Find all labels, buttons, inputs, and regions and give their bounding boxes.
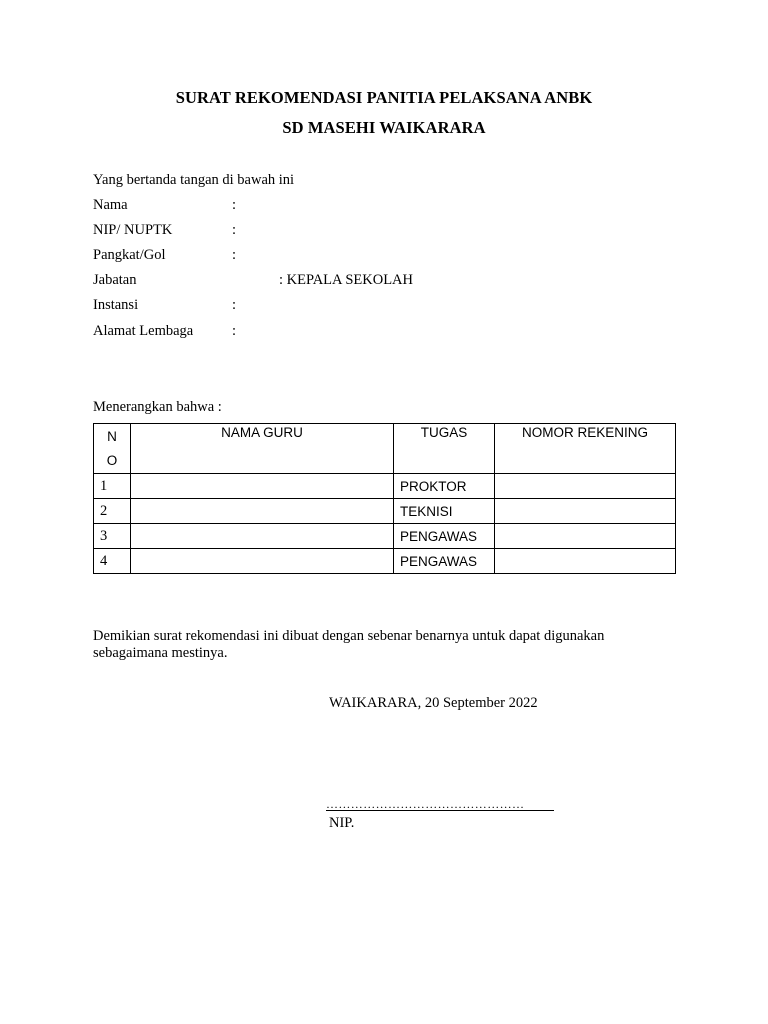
place-date: WAIKARARA, 20 September 2022	[329, 695, 538, 711]
school-name: SD MASEHI WAIKARARA	[282, 118, 486, 137]
field-label-instansi: Instansi	[93, 297, 139, 313]
field-colon-nama: :	[232, 197, 237, 213]
intro-text: Yang bertanda tangan di bawah ini	[93, 172, 295, 188]
field-colon-nip: :	[232, 222, 237, 238]
field-colon-alamat: :	[232, 323, 237, 339]
teacher-table	[93, 423, 676, 574]
closing-paragraph: Demikian surat rekomendasi ini dibuat dengan sebenar benarnya untuk dapat digunakan sebagaimana mestinya.	[93, 628, 605, 661]
field-label-nip: NIP/ NUPTK	[93, 222, 173, 238]
cell-nama	[131, 549, 394, 574]
table-row	[94, 474, 676, 499]
header-tugas: TUGAS	[394, 424, 495, 474]
table-row	[94, 499, 676, 524]
signature-nip-label: NIP.	[329, 815, 355, 831]
menerangkan-label: Menerangkan bahwa :	[93, 399, 222, 415]
cell-no: 2	[94, 499, 131, 524]
cell-no: 4	[94, 549, 131, 574]
field-value-jabatan: : KEPALA SEKOLAH	[279, 272, 414, 288]
table-header-row	[94, 424, 676, 474]
cell-rekening	[495, 549, 676, 574]
header-no	[94, 424, 131, 474]
field-label-jabatan: Jabatan	[93, 272, 137, 288]
cell-nama	[131, 499, 394, 524]
cell-rekening	[495, 499, 676, 524]
header-no-line1: N	[107, 429, 117, 444]
cell-nama	[131, 474, 394, 499]
cell-nama	[131, 524, 394, 549]
header-no-line2: O	[106, 453, 118, 468]
header-nomor-rekening: NOMOR REKENING	[495, 424, 676, 474]
field-colon-pangkat: :	[232, 247, 237, 263]
field-label-nama: Nama	[93, 197, 128, 213]
cell-tugas: PENGAWAS	[394, 524, 495, 549]
cell-tugas: PROKTOR	[394, 474, 495, 499]
cell-tugas: PENGAWAS	[394, 549, 495, 574]
field-label-alamat: Alamat Lembaga	[93, 323, 194, 339]
cell-rekening	[495, 524, 676, 549]
cell-rekening	[495, 474, 676, 499]
header-nama-guru: NAMA GURU	[131, 424, 394, 474]
cell-tugas: TEKNISI	[394, 499, 495, 524]
table-row	[94, 549, 676, 574]
letter-title: SURAT REKOMENDASI PANITIA PELAKSANA ANBK	[175, 88, 593, 107]
table-row	[94, 524, 676, 549]
cell-no: 1	[94, 474, 131, 499]
field-label-pangkat: Pangkat/Gol	[93, 247, 166, 263]
signature-line: …………………………………………	[326, 798, 554, 811]
field-colon-instansi: :	[232, 297, 237, 313]
cell-no: 3	[94, 524, 131, 549]
